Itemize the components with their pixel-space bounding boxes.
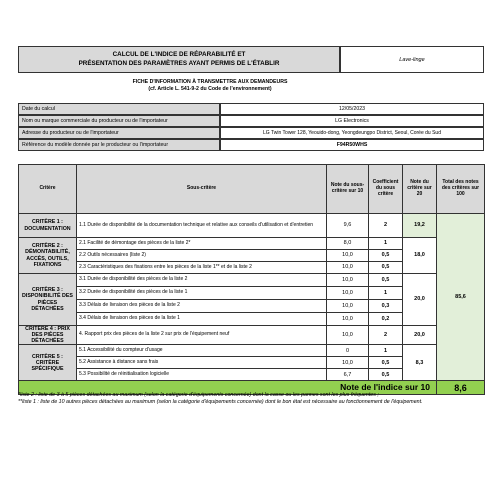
criteria-table [18,164,485,395]
subtitle [110,79,310,94]
sub-criterion-label: 5.1 Accessibilité du compteur d'usage [77,345,327,357]
sub-criterion-coef: 0,5 [369,250,403,262]
header-critere: Critère [19,165,77,214]
info-label-address: Adresse du producteur ou de l'importateur [18,127,220,139]
footnote-list-2: *liste 2 : liste de 3 à 5 pièces détachées au maximum (selon la catégorie d'équipements concernée) dont la casse ou les pannes sont les plus fréquentes ; [18,392,379,398]
sub-criterion-coef: 1 [369,238,403,250]
table-row [19,238,485,250]
header-sous-critere: Sous-critère [77,165,327,214]
sub-criterion-note: 9,6 [327,214,369,238]
sub-criterion-label: 3.4 Délais de livraison des pièces de la liste 1 [77,313,327,326]
sub-criterion-label: 4. Rapport prix des pièces de la liste 2 sur prix de l'équipement neuf [77,326,327,345]
header-total: Total des notes des critères sur 100 [437,165,485,214]
sub-criterion-note: 10,0 [327,326,369,345]
info-label-date: Date du calcul [18,103,220,115]
criterion-4-name: CRITÈRE 4 : PRIX DES PIÈCES DÉTACHÉES [19,326,77,345]
sub-criterion-label: 1.1 Durée de disponibilité de la documentation technique et relative aux conseils d'utilisation et d'entretien [77,214,327,238]
sub-criterion-note: 10,0 [327,357,369,369]
product-type-value: Lave-linge [399,56,425,63]
sub-criterion-coef: 2 [369,326,403,345]
sub-criterion-coef: 0,5 [369,357,403,369]
table-header-row [19,165,485,214]
sub-criterion-label: 3.2 Durée de disponibilité des pièces de la liste 1 [77,287,327,300]
sub-criterion-label: 3.3 Délais de livraison des pièces de la liste 2 [77,300,327,313]
criterion-5-name: CRITÈRE 5 : CRITÈRE SPÉCIFIQUE [19,345,77,381]
sub-criterion-note: 10,0 [327,313,369,326]
title-line-1: CALCUL DE L'INDICE DE RÉPARABILITÉ ET [112,51,246,59]
table-row [19,345,485,357]
criterion-3-score: 20,0 [403,274,437,326]
sub-criterion-coef: 1 [369,345,403,357]
table-row [19,214,485,238]
header-coefficient: Coefficient du sous critère [369,165,403,214]
info-label-brand: Nom ou marque commerciale du producteur ou de l'importateur [18,115,220,127]
criterion-2-name: CRITÈRE 2 : DÉMONTABILITÉ, ACCÈS, OUTILS, FIXATIONS [19,238,77,274]
table-row [19,274,485,287]
final-score-label: Note de l'indice sur 10 [19,381,437,395]
header-note-critere: Note du critère sur 20 [403,165,437,214]
document-title [18,46,340,73]
sub-criterion-coef: 1 [369,287,403,300]
total-score: 85,6 [437,214,485,381]
criterion-1-score: 19,2 [403,214,437,238]
criterion-2-score: 18,0 [403,238,437,274]
sub-criterion-note: 10,0 [327,262,369,274]
footnotes [18,392,488,406]
sub-criterion-coef: 0,3 [369,300,403,313]
sub-criterion-label: 2.2 Outils nécessaires (liste 2) [77,250,327,262]
info-value-brand: LG Electronics [220,115,484,127]
title-line-2: PRÉSENTATION DES PARAMÈTRES AYANT PERMIS DE L'ÉTABLIR [78,59,280,67]
subtitle-line-2: (cf. Article L. 541-9-2 du Code de l'environnement) [148,86,272,93]
criterion-1-name: CRITÈRE 1 : DOCUMENTATION [19,214,77,238]
final-score-value: 8,6 [437,381,485,395]
info-value-date: 12/05/2023 [220,103,484,115]
info-label-model: Référence du modèle donnée par le producteur ou l'importateur [18,139,220,151]
subtitle-line-1: FICHE D'INFORMATION À TRANSMETTRE AUX DEMANDEURS [132,79,288,85]
sub-criterion-coef: 0,5 [369,262,403,274]
criterion-3-name: CRITÈRE 3 : DISPONIBILITÉ DES PIÈCES DÉTACHÉES [19,274,77,326]
sub-criterion-note: 10,0 [327,250,369,262]
sub-criterion-note: 10,0 [327,274,369,287]
header-note-sous-critere: Note du sous-critère sur 10 [327,165,369,214]
sub-criterion-note: 10,0 [327,287,369,300]
sub-criterion-label: 2.3 Caractéristiques des fixations entre les pièces de la liste 1** et de la liste 2 [77,262,327,274]
sub-criterion-note: 8,0 [327,238,369,250]
sub-criterion-label: 5.2 Assistance à distance sans frais [77,357,327,369]
sub-criterion-note: 6,7 [327,369,369,381]
sub-criterion-note: 10,0 [327,300,369,313]
sub-criterion-label: 5.3 Possibilité de réinitialisation logicielle [77,369,327,381]
sub-criterion-coef: 2 [369,214,403,238]
info-value-address: LG Twin Tower 128, Yeouido-dong, Yeongdeungpo District, Seoul, Corée du Sud [220,127,484,139]
sub-criterion-label: 3.1 Durée de disponibilité des pièces de la liste 2 [77,274,327,287]
sub-criterion-coef: 0,5 [369,274,403,287]
product-type [340,46,484,73]
sub-criterion-coef: 0,2 [369,313,403,326]
table-row [19,326,485,345]
criterion-4-score: 20,0 [403,326,437,345]
sub-criterion-note: 0 [327,345,369,357]
sub-criterion-label: 2.1 Facilité de démontage des pièces de la liste 2* [77,238,327,250]
criterion-5-score: 8,3 [403,345,437,381]
sub-criterion-coef: 0,5 [369,369,403,381]
info-value-model: F94R50WHS [220,139,484,151]
footnote-list-1: **liste 1 : liste de 10 autres pièces détachées au maximum (selon la catégorie d'équipements concernée) dont le bon état est nécessaire au fonctionnement de l'équipement. [18,399,423,406]
